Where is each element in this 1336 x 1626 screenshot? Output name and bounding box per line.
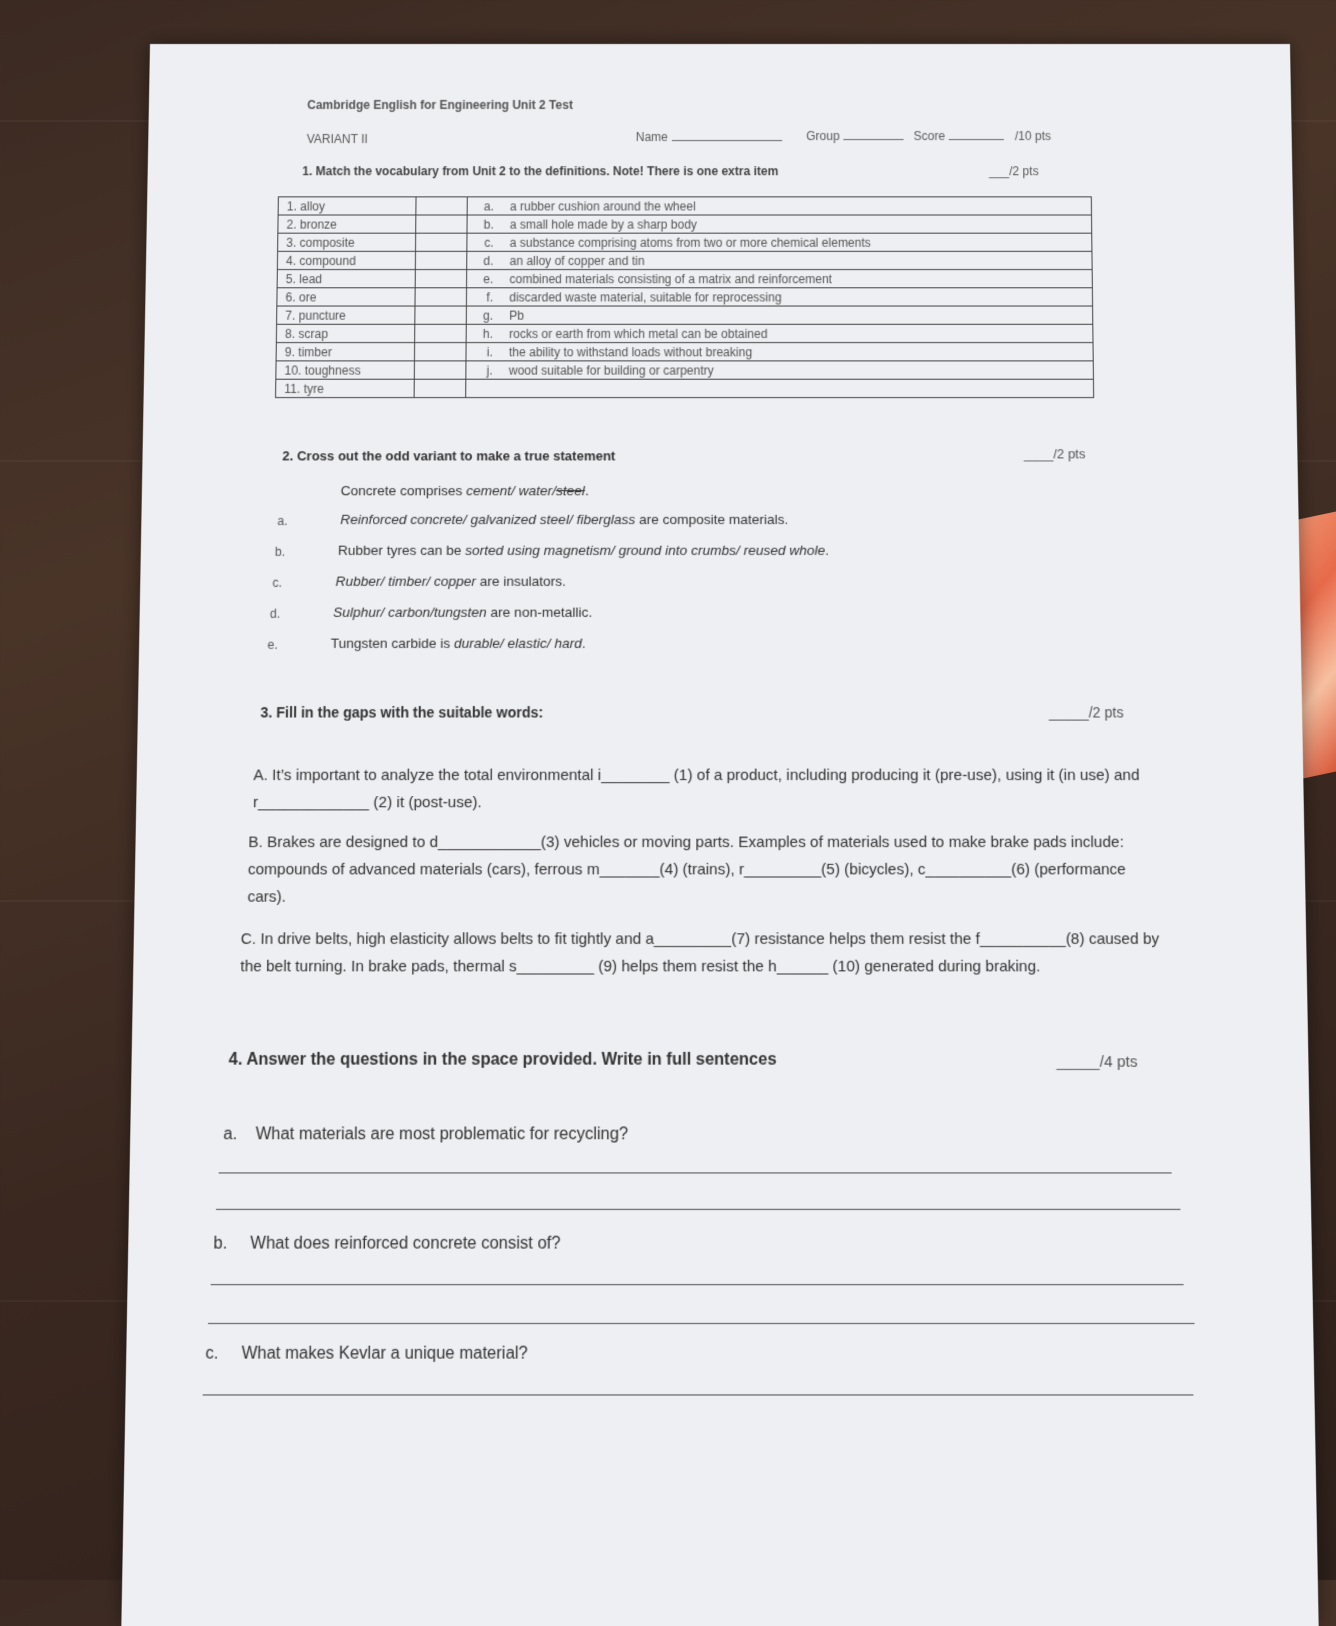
question-a: a. What materials are most problematic for recycling? xyxy=(223,1125,629,1144)
definition-letter xyxy=(466,379,501,397)
table-row xyxy=(276,361,1094,379)
table-row xyxy=(278,215,1092,233)
statement-item[interactable]: Rubber/ timber/ copper are insulators. xyxy=(335,573,567,589)
definition-cell: the ability to withstand loads without breaking xyxy=(501,343,1093,361)
answer-line-a1[interactable] xyxy=(219,1172,1172,1173)
answer-cell[interactable] xyxy=(416,215,467,233)
answer-cell[interactable] xyxy=(416,233,467,251)
table-row xyxy=(277,288,1093,306)
statement-item[interactable]: Reinforced concrete/ galvanized steel/ fiberglass are composite materials. xyxy=(340,511,789,528)
definition-cell: a substance comprising atoms from two or more chemical elements xyxy=(502,233,1092,251)
question-c: c. What makes Kevlar a unique material? xyxy=(205,1344,528,1363)
statement-item[interactable]: Tungsten carbide is durable/ elastic/ hard. xyxy=(330,635,586,652)
table-row xyxy=(276,324,1093,342)
section4-points: _____/4 pts xyxy=(1056,1052,1138,1072)
statement-letter: d. xyxy=(269,606,281,622)
statement-letter: a. xyxy=(277,513,288,529)
group-field[interactable]: Group xyxy=(806,129,904,143)
statement-letter: c. xyxy=(272,575,283,591)
answer-line-c1[interactable] xyxy=(203,1394,1194,1395)
answer-line-a2[interactable] xyxy=(216,1209,1180,1210)
variant-label: VARIANT II xyxy=(306,132,368,147)
statement-letter: e. xyxy=(267,637,278,653)
total-points: /10 pts xyxy=(1014,129,1052,144)
matching-table xyxy=(275,196,1094,398)
definition-cell: discarded waste material, suitable for reprocessing xyxy=(501,288,1092,306)
table-row xyxy=(276,379,1094,397)
answer-line-b1[interactable] xyxy=(211,1284,1184,1285)
example-statement: Concrete comprises cement/ water/steel. xyxy=(340,482,589,499)
answer-cell[interactable] xyxy=(415,270,467,288)
definition-letter: b. xyxy=(467,215,502,233)
score-field[interactable]: Score xyxy=(914,129,1005,143)
term-cell: 11. tyre xyxy=(276,379,415,397)
question-b: b. What does reinforced concrete consist of? xyxy=(213,1234,561,1253)
answer-cell[interactable] xyxy=(414,361,466,379)
definition-cell: rocks or earth from which metal can be obtained xyxy=(501,324,1093,342)
answer-cell[interactable] xyxy=(415,288,467,306)
definition-cell: a rubber cushion around the wheel xyxy=(502,197,1092,215)
definition-cell: combined materials consisting of a matrix and reinforcement xyxy=(501,270,1092,288)
name-field[interactable]: Name xyxy=(636,130,782,144)
table-row xyxy=(277,251,1092,269)
term-cell: 6. ore xyxy=(277,288,415,306)
answer-cell[interactable] xyxy=(415,306,467,324)
term-cell: 10. toughness xyxy=(276,361,415,379)
answer-cell[interactable] xyxy=(414,343,466,361)
term-cell: 1. alloy xyxy=(278,197,416,215)
definition-cell: wood suitable for building or carpentry xyxy=(501,361,1094,379)
answer-cell[interactable] xyxy=(414,379,466,397)
definition-letter: d. xyxy=(467,251,502,269)
answer-cell[interactable] xyxy=(415,324,467,342)
table-row xyxy=(278,233,1092,251)
term-cell: 9. timber xyxy=(276,343,415,361)
term-cell: 3. composite xyxy=(278,233,416,251)
definition-letter: h. xyxy=(466,324,501,342)
statement-item[interactable]: Sulphur/ carbon/tungsten are non-metallic. xyxy=(333,604,593,620)
definition-letter: a. xyxy=(467,197,502,215)
definition-letter: j. xyxy=(466,361,501,379)
definition-letter: g. xyxy=(466,306,501,324)
table-row xyxy=(277,270,1092,288)
term-cell: 8. scrap xyxy=(276,324,414,342)
definition-letter: i. xyxy=(466,343,501,361)
gap-paragraph-a[interactable]: A. It’s important to analyze the total environmental i________ (1) of a product, including producing it (pre-use), using it (in use) and r_____________ (2) it (post-use). xyxy=(252,766,1140,812)
test-title: Cambridge English for Engineering Unit 2 Test xyxy=(307,97,573,112)
section3-points: _____/2 pts xyxy=(1048,703,1124,721)
statement-letter: b. xyxy=(274,544,286,560)
term-cell: 2. bronze xyxy=(278,215,416,233)
section2-points: ____/2 pts xyxy=(1023,446,1086,462)
term-cell: 7. puncture xyxy=(277,306,415,324)
table-row xyxy=(277,306,1093,324)
definition-cell: Pb xyxy=(501,306,1093,324)
table-row xyxy=(278,197,1091,215)
section1-heading: 1. Match the vocabulary from Unit 2 to the definitions. Note! There is one extra item xyxy=(302,164,779,179)
section2-heading: 2. Cross out the odd variant to make a true statement xyxy=(282,448,616,464)
gap-paragraph-c[interactable]: C. In drive belts, high elasticity allows belts to fit tightly and a_________(7) resistance helps them resist the f__________(8) caused by the belt turning. In brake pads, thermal s_________ (9) helps them resist the h______ (10) generated during braking. xyxy=(240,930,1160,976)
definition-letter: c. xyxy=(467,233,502,251)
term-cell: 5. lead xyxy=(277,270,415,288)
gap-paragraph-b[interactable]: B. Brakes are designed to d____________(3) vehicles or moving parts. Examples of materials used to make brake pads include: compounds of advanced materials (cars), ferrous m_______(4) (trains), r_________(5) (bicycles), c__________(6) (performance cars). xyxy=(247,833,1126,906)
definition-cell xyxy=(501,379,1094,397)
definition-letter: e. xyxy=(467,270,502,288)
term-cell: 4. compound xyxy=(277,251,415,269)
answer-cell[interactable] xyxy=(416,197,467,215)
section4-heading: 4. Answer the questions in the space provided. Write in full sentences xyxy=(228,1050,777,1069)
statement-item[interactable]: Rubber tyres can be sorted using magnetism/ ground into crumbs/ reused whole. xyxy=(337,542,830,559)
table-row xyxy=(276,343,1093,361)
definition-letter: f. xyxy=(466,288,501,306)
section3-heading: 3. Fill in the gaps with the suitable words: xyxy=(260,703,544,721)
answer-line-b2[interactable] xyxy=(208,1323,1195,1324)
answer-cell[interactable] xyxy=(415,251,467,269)
section1-points: ___/2 pts xyxy=(989,164,1039,179)
definition-cell: an alloy of copper and tin xyxy=(501,251,1092,269)
test-sheet xyxy=(121,44,1318,1626)
definition-cell: a small hole made by a sharp body xyxy=(502,215,1092,233)
